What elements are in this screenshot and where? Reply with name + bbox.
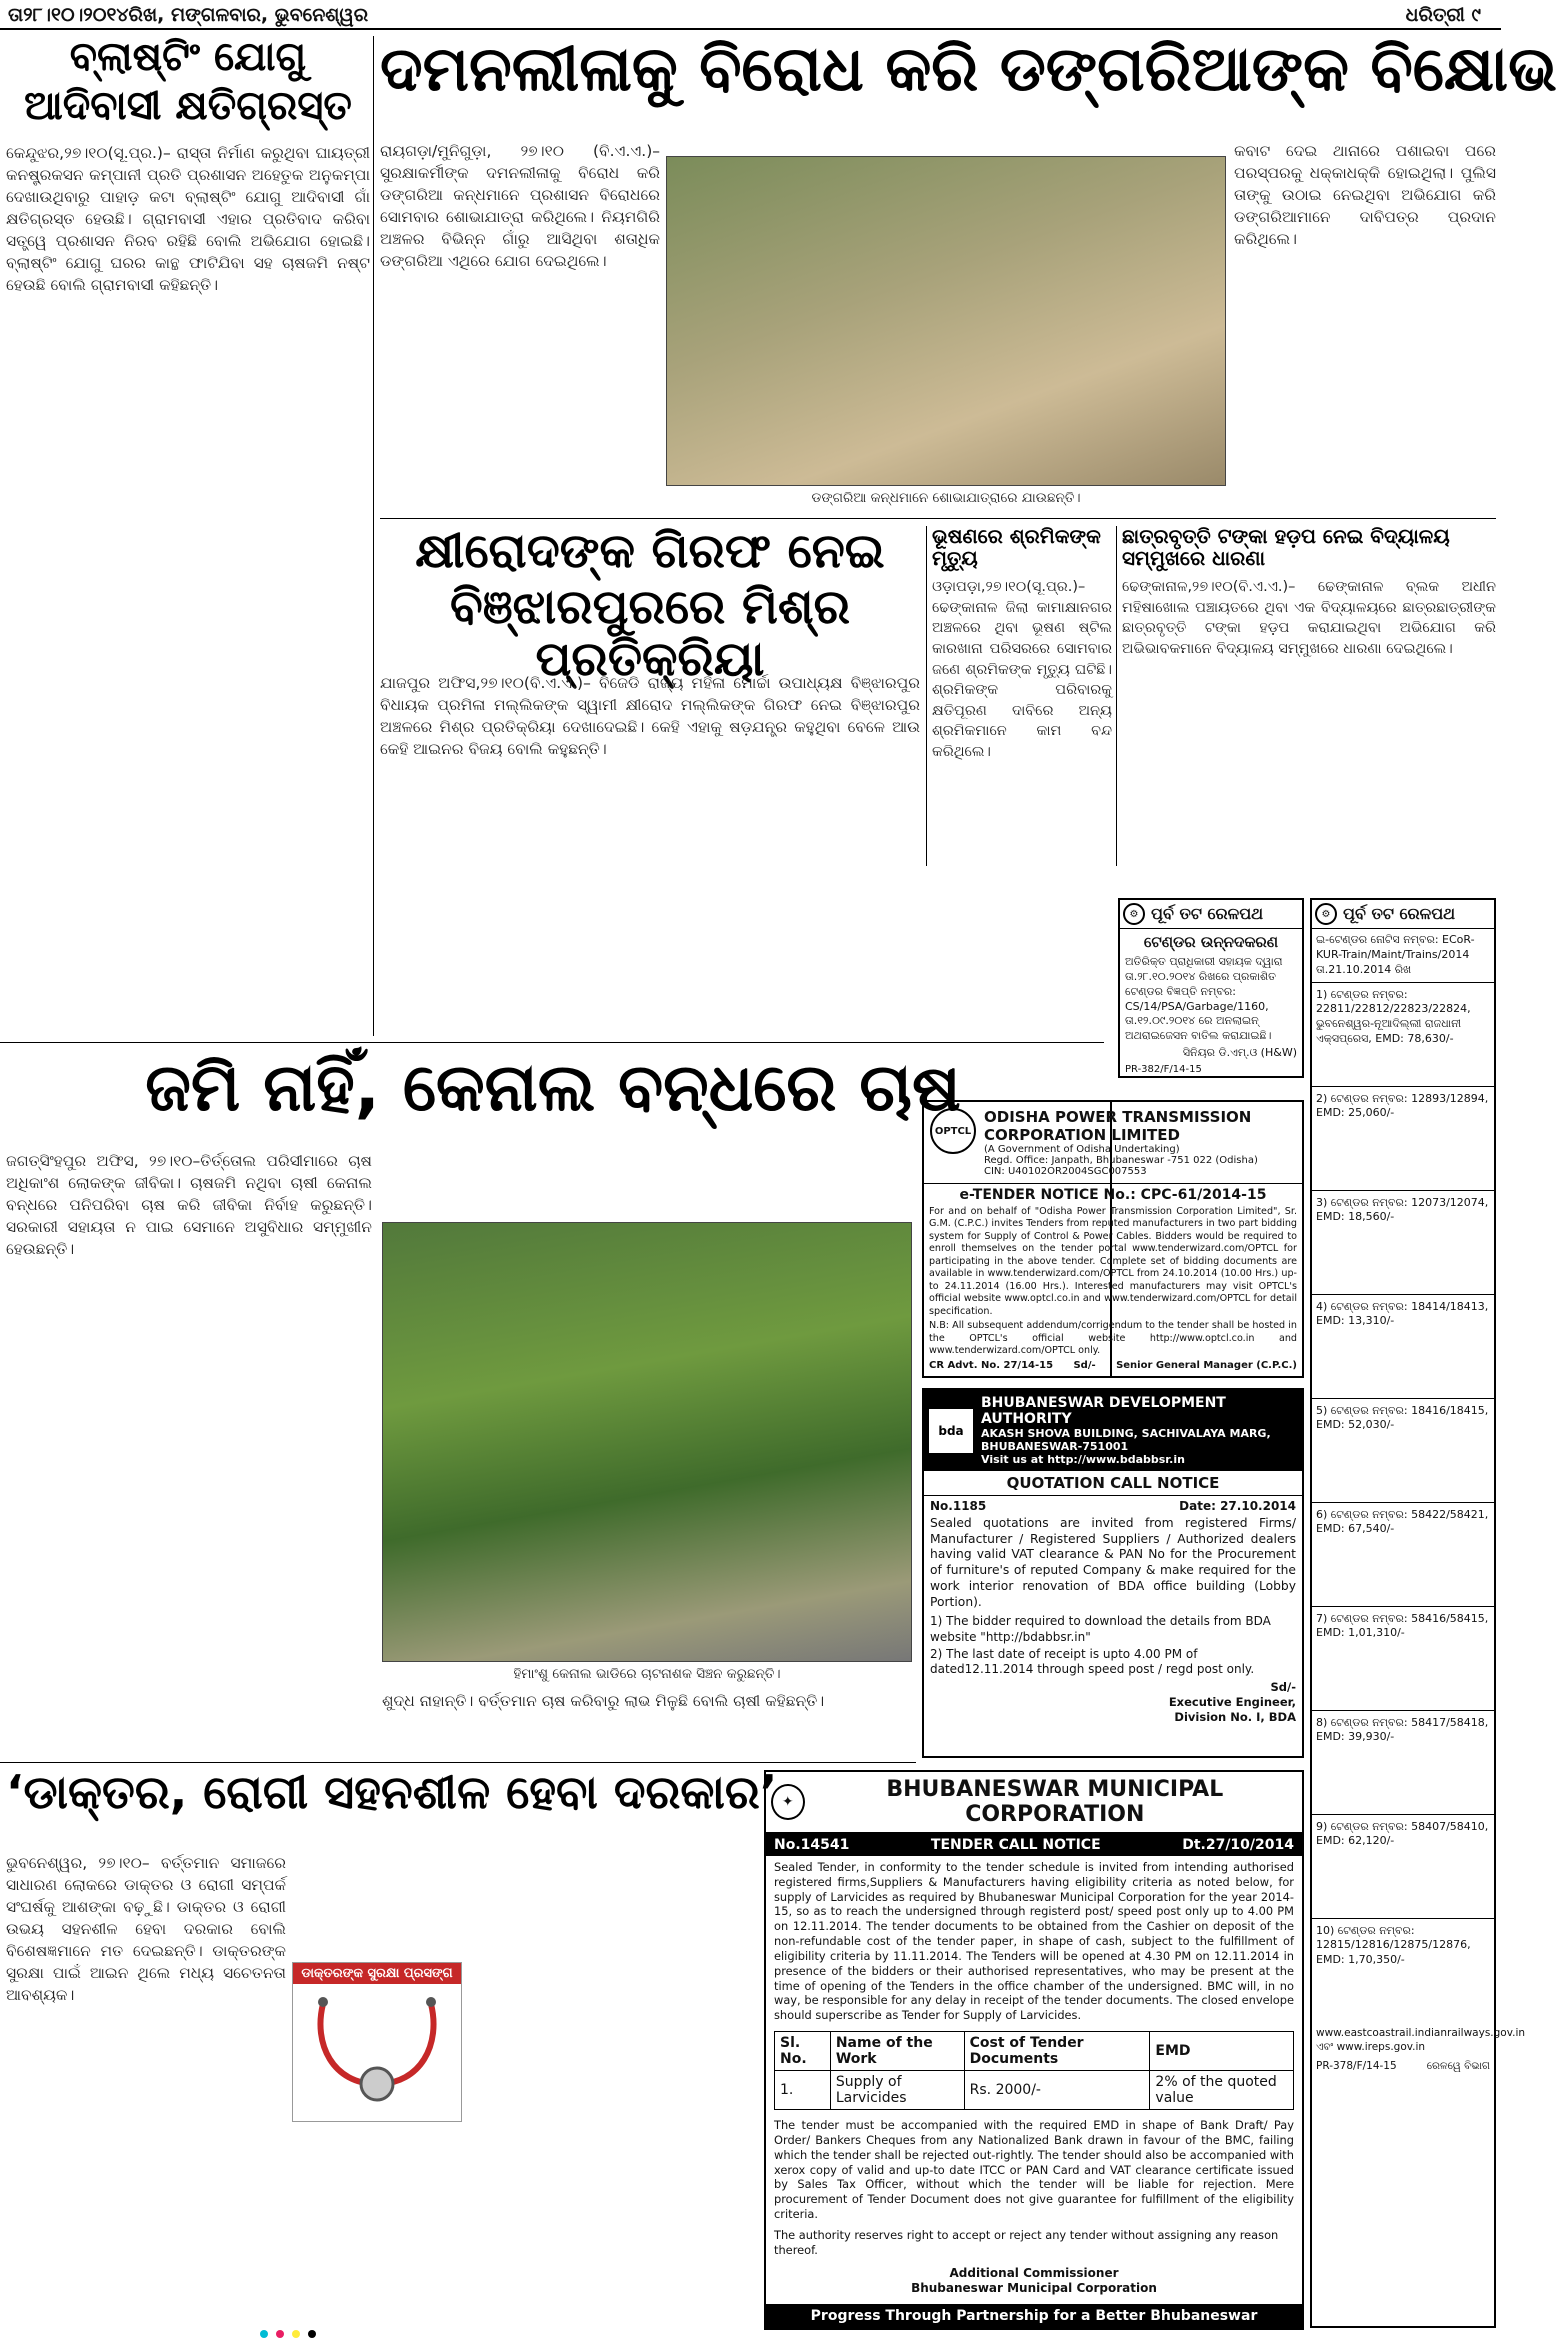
optcl-notice: e-TENDER NOTICE No.: CPC-61/2014-15 (959, 1187, 1267, 1203)
story-doctor (6, 1765, 778, 1848)
bmc-tender-table (774, 2031, 1294, 2110)
bda-point-2: 2) The last date of receipt is upto 4.00 PM of dated12.11.2014 through speed post / regd post only. (930, 1647, 1255, 1677)
bda-sd: Sd/- (1270, 1679, 1296, 1694)
bmc-terms: The tender must be accompanied with the required EMD in shape of Bank Draft/ Pay Order/ Bankers Cheques from any Nationalized Bank drawn in favour of the BMC, failing which the tender shall be rejected out-rightly. The tender should also be accompanied with xerox copy of valid and up-to date ITCC or PAN Card and VAT clearance certificate issued by Sales Tax Officer, without which the tender will be liable for rejection. Mere procurement of Tender Document does not give guarantee for fulfillment of the eligibility criteria. (774, 2118, 1294, 2222)
tender-item: 1) ଟେଣ୍ଡର ନମ୍ବର: 22811/22812/22823/22824, ଭୁବନେଶ୍ୱର-ନୂଆଦିଲ୍ଲୀ ରାଜଧାନୀ ଏକ୍ସପ୍ରେସ, EMD: 78,630/- (1312, 982, 1494, 1086)
story-blasting-headline-2: ଆଦିବାସୀ କ୍ଷତିଗ୍ରସ୍ତ (24, 83, 352, 130)
bmc-notice: TENDER CALL NOTICE (930, 1837, 1101, 1853)
story-doctor-body-2 (468, 1852, 758, 2332)
tender-item: 2) ଟେଣ୍ଡର ନମ୍ବର: 12893/12894, EMD: 25,060/- (1312, 1086, 1494, 1190)
bda-notice: QUOTATION CALL NOTICE (924, 1471, 1302, 1496)
table-header-cell: EMD (1150, 2032, 1294, 2071)
east-coast-railway-ad-small (1118, 898, 1304, 1078)
story-blasting-body: କେନ୍ଦୁଝର,୨୭।୧୦(ସୂ.ପ୍ର.)– ରାସ୍ତା ନିର୍ମାଣ କରୁଥିବା ଘାୟତ୍ରୀ କନଷ୍ଟ୍ରକସନ କମ୍ପାନୀ ପ୍ରତି ପ୍ରଶାସନ ଅହେତୁକ ଅନୁକମ୍ପା ଦେଖାଉଥିବାରୁ ପାହାଡ଼ କଟା ବ୍ଲାଷ୍ଟିଂ ଯୋଗୁ ଆଦିବାସୀ ଗାଁ କ୍ଷତିଗ୍ରସ୍ତ ହେଉଛି। ଗ୍ରାମବାସୀ ଏହାର ପ୍ରତିବାଦ କରିବା ସତ୍ତ୍ୱେ ପ୍ରଶାସନ ନିରବ ରହିଛି ବୋଲି ଅଭିଯୋଗ ହୋଇଛି। ବ୍ଲାଷ୍ଟିଂ ଯୋଗୁ ଘରର କାନ୍ଥ ଫାଟିଯିବା ସହ ଚାଷଜମି ନଷ୍ଟ ହେଉଛି ବୋଲି ଗ୍ରାମବାସୀ କହିଛନ୍ତି। (6, 144, 370, 295)
bmc-reserve: The authority reserves right to accept or reject any tender without assigning any reason thereof. (774, 2227, 1279, 2257)
canal-farming-photo (382, 1222, 912, 1662)
east-coast-small-header: ପୂର୍ବ ତଟ ରେଳପଥ (1151, 904, 1264, 923)
dongria-photo-caption: ଡଙ୍ଗରିଆ କନ୍ଧମାନେ ଶୋଭାଯାତ୍ରାରେ ଯାଉଛନ୍ତି। (811, 490, 1081, 506)
date-line: ତା୨୮।୧୦।୨୦୧୪ରିଖ, ମଙ୍ଗଳବାର, ଭୁବନେଶ୍ୱର (8, 4, 369, 26)
story-khirod-headline-1: କ୍ଷୀରୋଦଙ୍କ ଗିରଫ ନେଇ (415, 523, 885, 579)
masthead (0, 0, 1501, 30)
bda-body: Sealed quotations are invited from registered Firms/ Manufacturer / Registered Suppliers / Authorized dealers having valid VAT clearance & PAN No for the Procurement of furniture's of reputed Company & make required for the work interior renovation of BDA office building (Lobby Portion). (930, 1516, 1296, 1609)
east-coast-small-body: ଅତିରିକ୍ତ ପ୍ରାଧିକାରୀ ସହାୟକ ଦ୍ୱାରା ତା.୨୮.୧୦.୨୦୧୪ ରିଖରେ ପ୍ରକାଶିତ ଟେଣ୍ଡର ବିଜ୍ଞପ୍ତି ନମ୍ବର: CS/14/PSA/Garbage/1160, ତା.୧୨.୦୯.୨୦୧୪ ରେ ଅନଲାଇନ୍ ଅଥରାଇଜେସନ ବାତିଲ କରାଯାଇଛି। (1125, 955, 1283, 1043)
railway-logo-icon: ⚙ (1315, 903, 1337, 925)
table-cell: Supply of Larvicides (830, 2071, 964, 2110)
bda-address-2: BHUBANESWAR-751001 (981, 1440, 1129, 1453)
bda-sign-2: Division No. I, BDA (1174, 1709, 1296, 1724)
stethoscope-icon (293, 1984, 461, 2112)
tender-item: 5) ଟେଣ୍ଡର ନମ୍ବର: 18416/18415, EMD: 52,030/- (1312, 1398, 1494, 1502)
optcl-body: For and on behalf of "Odisha Power Transmission Corporation Limited", Sr. G.M. (C.P.C.) invites Tenders from reputed manufacturers in two part bidding system for Supply of Control & Power Cables. Bidders would be required to enroll themselves on the tender portal www.tenderwizard.com/OPTCL for participating in the above tender. Complete set of bidding documents are available in www.tenderwizard.com/OPTCL from 24.10.2014 (10.00 Hrs.) up-to 24.11.2014 (16.00 Hrs.). Interested manufacturers may visit OPTCL's official website www.optcl.co.in and www.tenderwizard.com/OPTCL for detail specification. (929, 1206, 1297, 1317)
bda-date: Date: 27.10.2014 (1179, 1499, 1296, 1513)
bmc-slogan: Progress Through Partnership for a Better Bhubaneswar (766, 2304, 1302, 2328)
inset-label: ଡାକ୍ତରଙ୍କ ସୁରକ୍ଷା ପ୍ରସଙ୍ଗ (293, 1963, 461, 1984)
dongria-procession-photo (666, 156, 1226, 486)
bda-address-1: AKASH SHOVA BUILDING, SACHIVALAYA MARG, (981, 1427, 1271, 1440)
table-cell: Rs. 2000/- (964, 2071, 1150, 2110)
bmc-sign-1: Additional Commissioner (949, 2265, 1119, 2280)
story-khirod (380, 523, 920, 687)
story-dongria-body-right: କବାଟ ଦେଇ ଥାନାରେ ପଶାଇବା ପରେ ପରସ୍ପରକୁ ଧକ୍କାଧକ୍କି ହୋଇଥିଲା। ପୁଲିସ ତାଙ୍କୁ ଉଠାଇ ନେଇଥିବା ଅଭିଯୋଗ କରି ଡଙ୍ଗରିଆମାନେ ଦାବିପତ୍ର ପ୍ରଦାନ କରିଥିଲେ। (1234, 142, 1496, 248)
section-rule (380, 518, 1496, 519)
registration-mark (276, 2330, 284, 2338)
tender-item: 3) ଟେଣ୍ଡର ନମ୍ବର: 12073/12074, EMD: 18,560/- (1312, 1190, 1494, 1294)
table-header-cell: Name of the Work (830, 2032, 964, 2071)
east-coast-small-ref: PR-382/F/14-15 (1125, 1063, 1202, 1075)
east-coast-tall-sign: ରେଳୱେ ବିଭାଗ (1426, 2059, 1490, 2072)
story-khirod-body: ଯାଜପୁର ଅଫିସ,୨୭।୧୦(ବି.ଏ.ଏ.)– ବିଜେଡି ରାଜ୍ୟ ମହିଳା ମୋର୍ଚ୍ଚା ଉପାଧ୍ୟକ୍ଷ ବିଞ୍ଝାରପୁର ବିଧାୟକ ପ୍ରମିଳା ମଲ୍ଲିକଙ୍କ ସ୍ୱାମୀ କ୍ଷୀରୋଦ ମଲ୍ଲିକଙ୍କ ଗିରଫ ନେଇ ବିଞ୍ଝାରପୁର ଅଞ୍ଚଳରେ ମିଶ୍ର ପ୍ରତିକ୍ରିୟା ଦେଖାଦେଇଛି। କେହି ଏହାକୁ ଷଡ଼ଯନ୍ତ୍ର କହୁଥିବା ବେଳେ ଆଉ କେହି ଆଇନର ବିଜୟ ବୋଲି କହୁଛନ୍ତି। (380, 674, 920, 758)
column-divider (926, 526, 927, 866)
bmc-logo-icon: ✦ (771, 1784, 805, 1820)
tender-item: 7) ଟେଣ୍ଡର ନମ୍ବର: 58416/58415, EMD: 1,01,310/- (1312, 1606, 1494, 1710)
optcl-company-1: ODISHA POWER TRANSMISSION (984, 1108, 1252, 1126)
bmc-date: Dt.27/10/2014 (1182, 1837, 1294, 1853)
optcl-advt: CR Advt. No. 27/14-15 (929, 1359, 1054, 1371)
story-doctor-body: ଭୁବନେଶ୍ୱର, ୨୭।୧୦– ବର୍ତ୍ତମାନ ସମାଜରେ ସାଧାରଣ ଲୋକରେ ଡାକ୍ତର ଓ ରୋଗୀ ସମ୍ପର୍କ ସଂଘର୍ଷକୁ ଆଶଙ୍କା ବଢ଼ୁଛି। ଡାକ୍ତର ଓ ରୋଗୀ ଉଭୟ ସହନଶୀଳ ହେବା ଦରକାର ବୋଲି ବିଶେଷଜ୍ଞମାନେ ମତ ଦେଇଛନ୍ତି। ଡାକ୍ତରଙ୍କ ସୁରକ୍ଷା ପାଇଁ ଆଇନ ଥିଲେ ମଧ୍ୟ ସଚେତନତା ଆବଶ୍ୟକ। (6, 1854, 286, 2004)
bda-number: No.1185 (930, 1499, 987, 1513)
story-scholarship-body: ଢେଙ୍କାନାଳ,୨୭।୧୦(ବି.ଏ.ଏ.)– ଢେଙ୍କାନାଳ ବ୍ଲକ ଅଧୀନ ମହିଷାଖୋଲ ପଞ୍ଚାୟତରେ ଥିବା ଏକ ବିଦ୍ୟାଳୟରେ ଛାତ୍ରଛାତ୍ରୀଙ୍କ ଛାତ୍ରବୃତ୍ତି ଟଙ୍କା ହଡ଼ପ କରାଯାଇଥିବା ଅଭିଯୋଗ କରି ଅଭିଭାବକମାନେ ବିଦ୍ୟାଳୟ ସମ୍ମୁଖରେ ଧାରଣା ଦେଇଥିଲେ। (1122, 579, 1496, 657)
table-header-cell: Sl. No. (775, 2032, 831, 2071)
optcl-cin: CIN: U40102OR2004SGC007553 (984, 1166, 1147, 1177)
story-dongria (380, 32, 1557, 136)
optcl-ad-frame (922, 1100, 1304, 1378)
section-rule (0, 1762, 916, 1763)
bmc-number: No.14541 (774, 1837, 850, 1853)
railway-logo-icon: ⚙ (1123, 903, 1145, 925)
optcl-company-2: CORPORATION LIMITED (984, 1126, 1180, 1144)
tender-item: 10) ଟେଣ୍ଡର ନମ୍ବର: 12815/12816/12875/12876, EMD: 1,70,350/- (1312, 1918, 1494, 2022)
optcl-sd: Sd/- (1073, 1359, 1096, 1371)
story-blasting (6, 36, 370, 1036)
story-dongria-headline: ଦମନଲୀଳାକୁ ବିରୋଧ କରି ଡଙ୍ଗରିଆଙ୍କ ବିକ୍ଷୋଭ (380, 32, 1557, 105)
story-dongria-body-left: ରାୟଗଡ଼ା/ମୁନିଗୁଡ଼ା, ୨୭।୧୦ (ବି.ଏ.ଏ.)– ସୁରକ୍ଷାକର୍ମୀଙ୍କ ଦମନଲୀଳାକୁ ବିରୋଧ କରି ଡଙ୍ଗରିଆ କନ୍ଧମାନେ ପ୍ରଶାସନ ବିରୋଧରେ ସୋମବାର ଶୋଭାଯାତ୍ରା କରିଥିଲେ। ନିୟମଗିରି ଅଞ୍ଚଳର ବିଭିନ୍ନ ଗାଁରୁ ଆସିଥିବା ଶତାଧିକ ଡଙ୍ଗରିଆ ଏଥିରେ ଯୋଗ ଦେଇଥିଲେ। (380, 142, 660, 270)
east-coast-tall-footer: www.eastcoastrail.indianrailways.gov.in ଏବଂ www.ireps.gov.in (1316, 2026, 1526, 2053)
bmc-body: Sealed Tender, in conformity to the tender schedule is invited from intending authorised registered firms,Suppliers & Manufacturers having eligibility criteria as noted below, for supply of Larvicides as required by Bhubaneswar Municipal Corporation for the year 2014-15, so as to reach the undersigned through registerd post/ speed post only up to 4.00 PM on 12.11.2014. The tender documents to be obtained from the Cashier on deposit of the non-refundable cost of the tender paper, in shape of cash, subject to the fulfillment of eligibility criteria by 11.11.2014. The Tenders will be opened at 4.30 PM on 12.11.2014 in presence of the bidders or their authorised representatives, who may be present at the time of opening of the Tenders in the office chamber of the undersigned. BMC will, in no way, be responsible for any delay in receipt of the tender documents. The closed envelope should superscribe as Tender for Supply of Larvicides. (774, 1860, 1294, 2023)
story-scholarship-headline: ଛାତ୍ରବୃତ୍ତି ଟଙ୍କା ହଡ଼ପ ନେଇ ବିଦ୍ୟାଳୟ ସମ୍ମୁଖରେ ଧାରଣା (1122, 524, 1450, 570)
bda-point-1: 1) The bidder required to download the details from BDA website "http://bdabbsr.in" (930, 1614, 1271, 1644)
bda-visit: Visit us at http://www.bdabbsr.in (981, 1453, 1185, 1466)
story-scholarship (1122, 526, 1496, 886)
optcl-logo-icon: OPTCL (930, 1108, 976, 1154)
tender-item: 4) ଟେଣ୍ଡର ନମ୍ବର: 18414/18413, EMD: 13,310/- (1312, 1294, 1494, 1398)
story-canal-body-bottom: ଶୁଦ୍ଧ ନାହାନ୍ତି। ବର୍ତ୍ତମାନ ଚାଷ କରିବାରୁ ଲାଭ ମିଳୁଛି ବୋଲି ଚାଷୀ କହିଛନ୍ତି। (382, 1692, 825, 1710)
bmc-tender-ad (764, 1770, 1304, 2330)
registration-mark (260, 2330, 268, 2338)
bmc-sign-2: Bhubaneswar Municipal Corporation (911, 2281, 1157, 2296)
table-cell: 2% of the quoted value (1150, 2071, 1294, 2110)
tender-item: 9) ଟେଣ୍ଡର ନମ୍ବର: 58407/58410, EMD: 62,120/- (1312, 1814, 1494, 1918)
east-coast-tall-ref: PR-378/F/14-15 (1316, 2059, 1397, 2072)
registration-mark (308, 2330, 316, 2338)
east-coast-small-title: ଟେଣ୍ଡର ଉନ୍ନଦକରଣ (1143, 933, 1279, 951)
bmc-title: BHUBANESWAR MUNICIPAL CORPORATION (886, 1777, 1224, 1827)
stethoscope-inset (292, 1962, 462, 2122)
bda-sign-1: Executive Engineer, (1168, 1694, 1296, 1709)
tender-item: 8) ଟେଣ୍ଡର ନମ୍ବର: 58417/58418, EMD: 39,930/- (1312, 1710, 1494, 1814)
table-cell: 1. (775, 2071, 831, 2110)
east-coast-tall-notice: ଇ-ଟେଣ୍ଡର ନୋଟିସ ନମ୍ବର: ECoR-KUR-Train/Maint/Trains/2014 ତା.21.10.2014 ରିଖ (1316, 933, 1475, 976)
column-divider (373, 36, 374, 1036)
registration-mark (292, 2330, 300, 2338)
table-header-cell: Cost of Tender Documents (964, 2032, 1150, 2071)
section-rule (0, 1042, 1104, 1043)
story-canal-body: ଜଗତ୍‌ସିଂହପୁର ଅଫିସ, ୨୭।୧୦–ତିର୍ତ୍ତୋଲ ପରିସୀମାରେ ଚାଷ ଅଧିକାଂଶ ଲୋକଙ୍କ ଜୀବିକା। ଚାଷଜମି ନଥିବା ଚାଷୀ କେନାଲ ବନ୍ଧରେ ପନିପରିବା ଚାଷ କରି ଜୀବିକା ନିର୍ବାହ କରୁଛନ୍ତି। ସରକାରୀ ସହାୟତା ନ ପାଇ ସେମାନେ ଅସୁବିଧାର ସମ୍ମୁଖୀନ ହେଉଛନ୍ତି। (6, 1152, 372, 1258)
story-bhushan-body: ଓଡ଼ାପଡ଼ା,୨୭।୧୦(ସୂ.ପ୍ର.)– ଢେଙ୍କାନାଳ ଜିଲା କାମାକ୍ଷାନଗର ଅଞ୍ଚଳରେ ଥିବା ଭୂଷଣ ଷ୍ଟିଲ କାରଖାନା ପରିସରରେ ସୋମବାର ଜଣେ ଶ୍ରମିକଙ୍କ ମୃତ୍ୟୁ ଘଟିଛି। ଶ୍ରମିକଙ୍କ ପରିବାରକୁ କ୍ଷତିପୂରଣ ଦାବିରେ ଅନ୍ୟ ଶ୍ରମିକମାନେ କାମ ବନ୍ଦ କରିଥିଲେ। (932, 579, 1112, 760)
east-coast-small-sign: ସିନିୟର ଡି.ଏମ୍.ଓ (H&W) (1182, 1046, 1297, 1060)
optcl-sign: Senior General Manager (C.P.C.) (1116, 1359, 1297, 1371)
table-row (775, 2071, 1294, 2110)
story-khirod-headline-2: ବିଞ୍ଝାରପୁରରେ ମିଶ୍ର ପ୍ରତିକ୍ରିୟା (449, 578, 851, 687)
east-coast-tall-header: ପୂର୍ବ ତଟ ରେଳପଥ (1343, 904, 1456, 923)
east-coast-tender-list (1312, 982, 1494, 2022)
column-divider (1116, 526, 1117, 866)
tender-item: 6) ଟେଣ୍ଡର ନମ୍ବର: 58422/58421, EMD: 67,540/- (1312, 1502, 1494, 1606)
canal-photo-caption: ହିମାଂଶୁ କେନାଲ ଭାଡିରେ ଚାଟନାଶକ ସିଞ୍ଚନ କରୁଛନ୍ତି। (513, 1666, 781, 1682)
story-doctor-headline: ‘ଡାକ୍ତର, ରୋଗୀ ସହନଶୀଳ ହେବା ଦରକାର’ (6, 1765, 778, 1819)
story-canal-headline: ଜମି ନାହିଁ, କେନାଲ ବନ୍ଧରେ ଚାଷ (145, 1049, 961, 1126)
east-coast-railway-ad-tall (1310, 898, 1526, 2328)
story-bhushan (932, 526, 1112, 886)
optcl-nb: N.B: All subsequent addendum/corrigendum to the tender shall be hosted in the OPTCL's official website http://www.optcl.co.in and www.tenderwizard.com/OPTCL only. (929, 1320, 1297, 1357)
bda-title: BHUBANESWAR DEVELOPMENT AUTHORITY (981, 1395, 1226, 1427)
story-bhushan-headline: ଭୂଷଣରେ ଶ୍ରମିକଙ୍କ ମୃତ୍ୟୁ (932, 524, 1101, 570)
story-blasting-headline-1: ବ୍ଲାଷ୍ଟିଂ ଯୋଗୁ (69, 34, 307, 80)
bda-quotation-ad (922, 1388, 1304, 1758)
paper-page: ଧରିତ୍ରୀ ୯ (1405, 4, 1481, 26)
optcl-office: Regd. Office: Janpath, Bhubaneswar -751 022 (Odisha) (984, 1155, 1258, 1166)
optcl-sub: (A Government of Odisha Undertaking) (984, 1144, 1180, 1155)
bda-logo-icon: bda (929, 1409, 973, 1453)
